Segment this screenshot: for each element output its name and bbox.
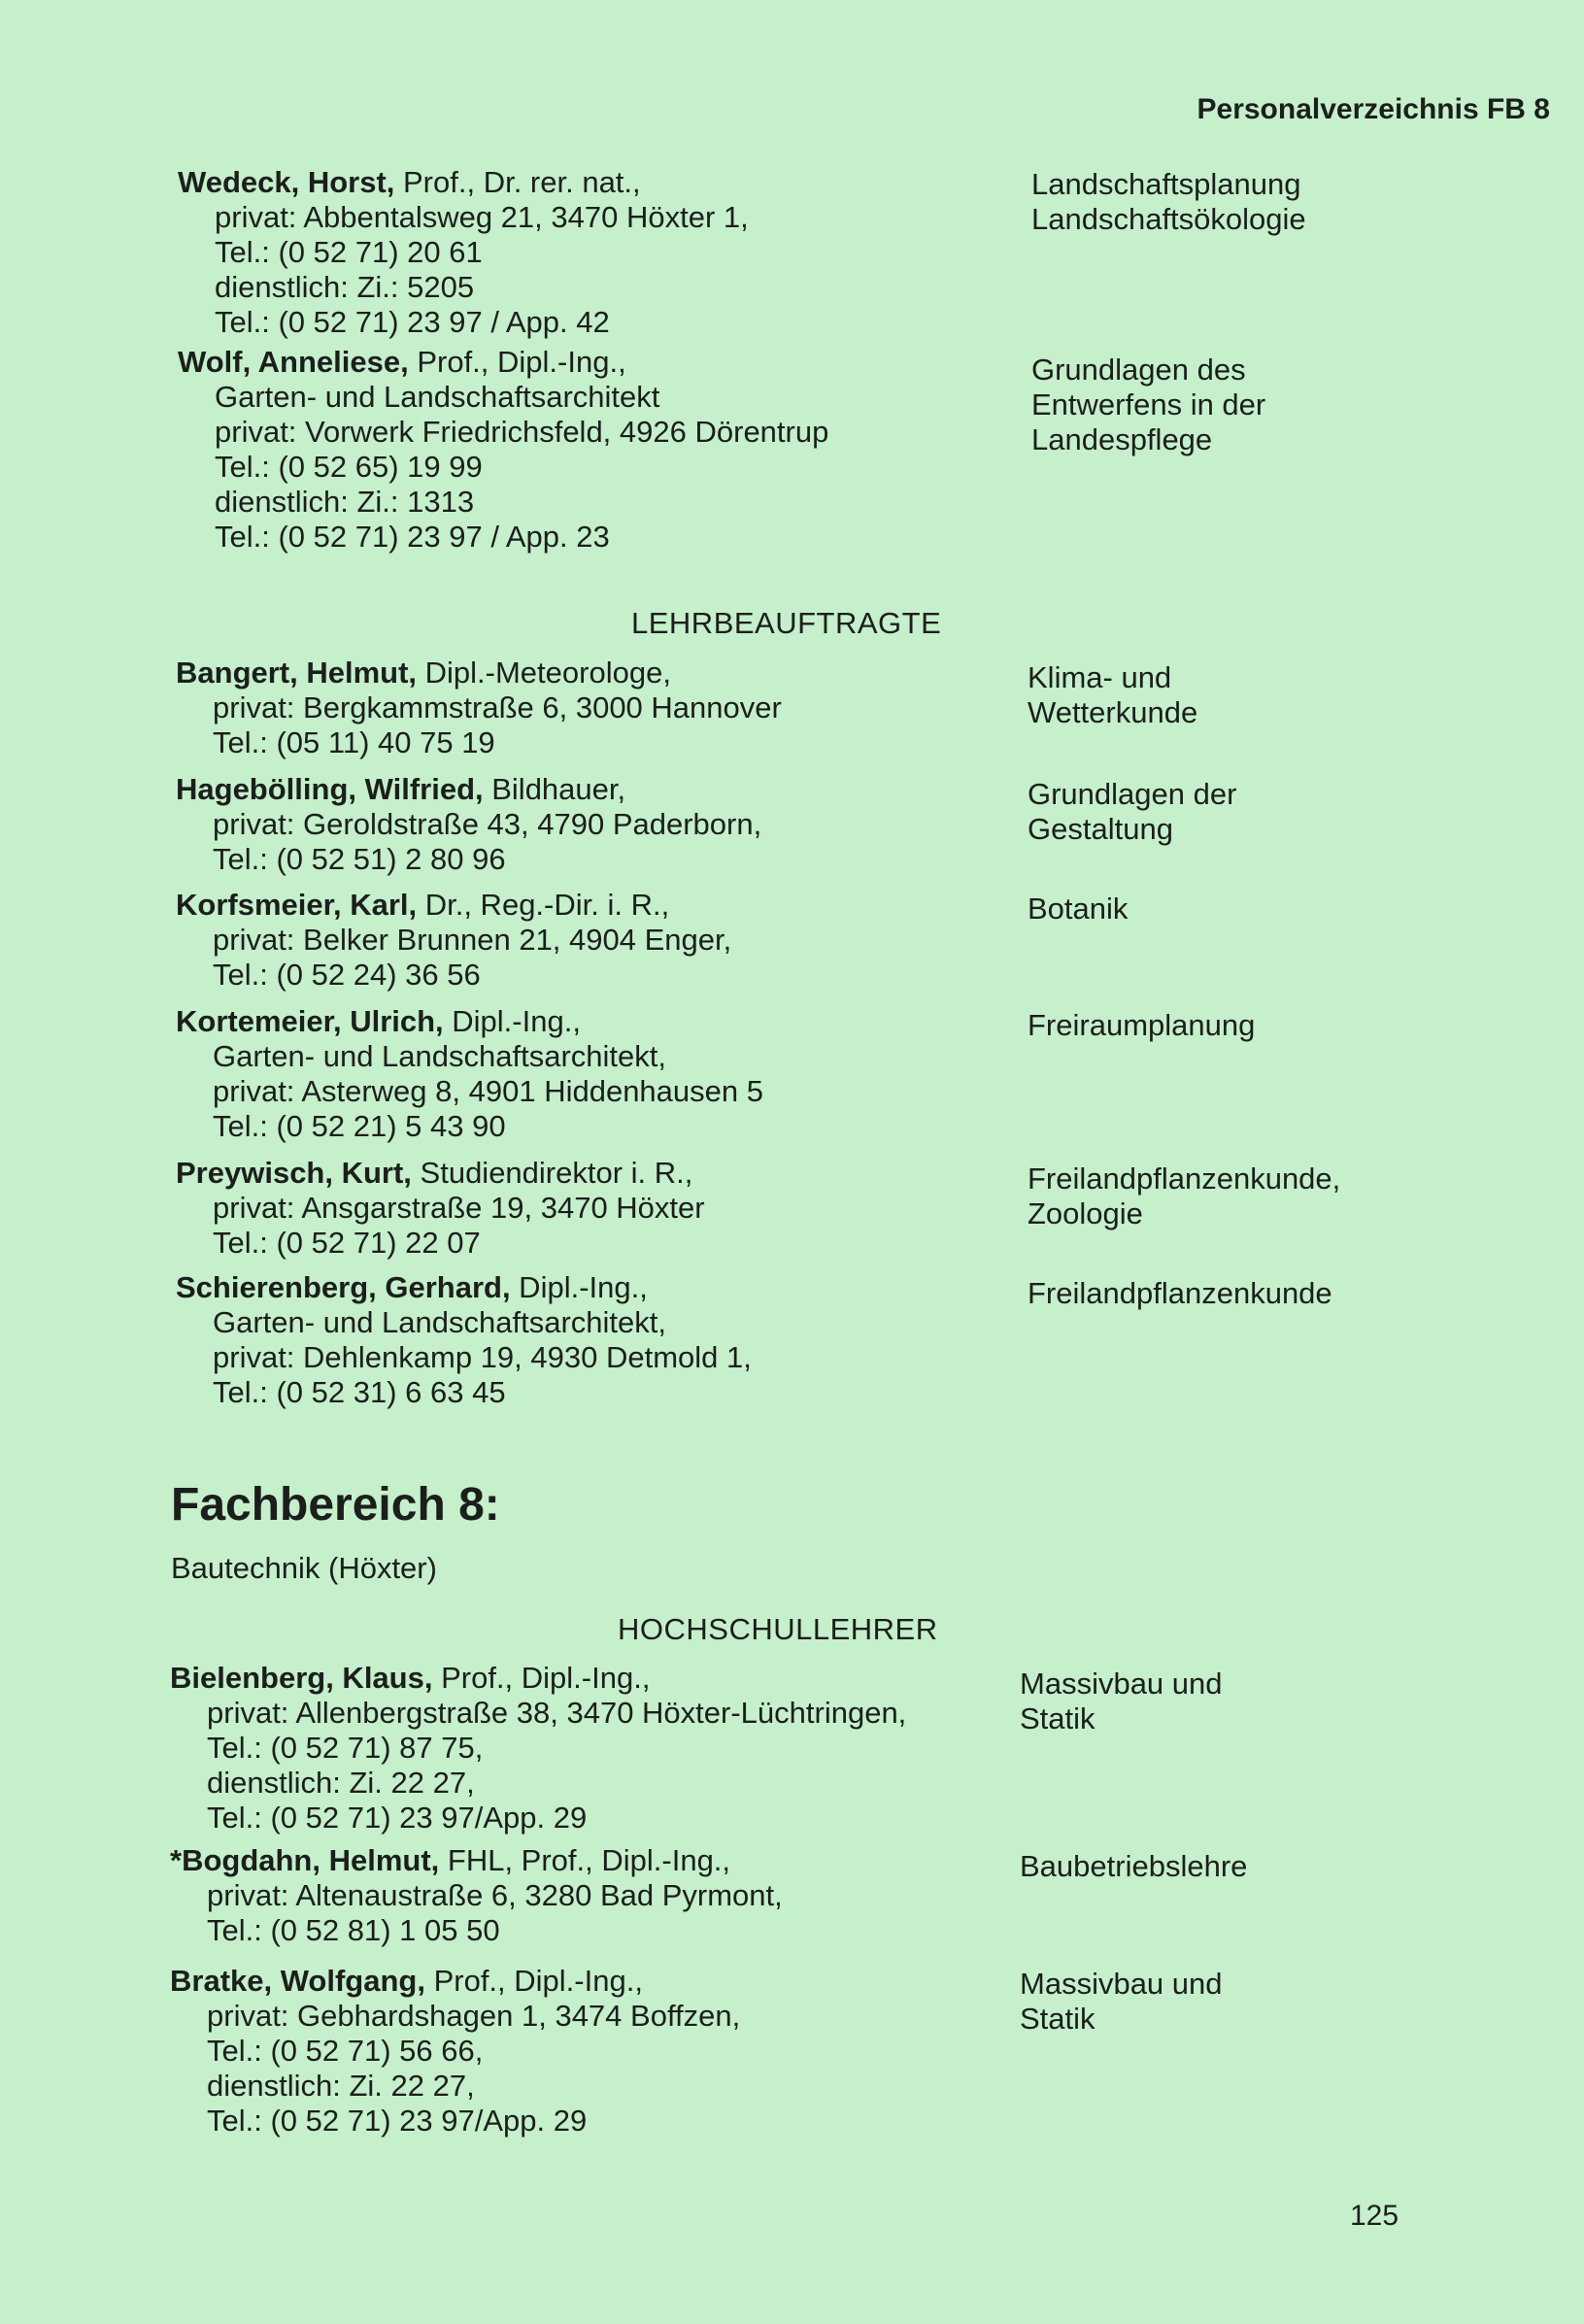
person-entry	[176, 1270, 752, 1410]
person-name-line	[176, 656, 782, 690]
person-title: Dipl.-Meteorologe,	[417, 656, 671, 690]
subject-line: Statik	[1020, 2002, 1095, 2036]
subject-line: Zoologie	[1028, 1196, 1143, 1230]
person-name-line	[170, 1964, 740, 1999]
person-entry	[176, 1004, 763, 1144]
subject-line: Landespflege	[1031, 422, 1213, 456]
person-title: FHL, Prof., Dipl.-Ing.,	[439, 1843, 731, 1877]
person-detail-line: privat: Bergkammstraße 6, 3000 Hannover	[213, 690, 782, 724]
person-detail-line: Tel.: (05 11) 40 75 19	[213, 725, 495, 759]
person-detail-line: dienstlich: Zi. 22 27,	[207, 2069, 475, 2103]
person-title: Prof., Dipl.-Ing.,	[432, 1661, 651, 1695]
person-detail-line: privat: Gebhardshagen 1, 3474 Boffzen,	[207, 1999, 741, 2033]
person-detail-line: Tel.: (0 52 71) 20 61	[215, 235, 483, 269]
person-entry	[170, 1964, 740, 2139]
person-entry	[178, 345, 828, 555]
person-detail-line: privat: Altenaustraße 6, 3280 Bad Pyrmont,	[207, 1878, 783, 1912]
person-detail-line: Tel.: (0 52 81) 1 05 50	[207, 1913, 500, 1947]
person-entry	[178, 165, 749, 340]
person-title: Dipl.-Ing.,	[443, 1004, 581, 1038]
subject-line: Statik	[1020, 1701, 1095, 1735]
person-name: Bangert, Helmut,	[176, 656, 418, 690]
person-entry	[176, 656, 782, 760]
person-title: Dr., Reg.-Dir. i. R.,	[417, 888, 670, 922]
subject-line: Massivbau und	[1020, 1667, 1223, 1701]
person-entry	[176, 772, 761, 877]
person-title: Dipl.-Ing.,	[510, 1270, 648, 1304]
person-detail-line: Garten- und Landschaftsarchitekt,	[213, 1039, 666, 1073]
subject-line: Botanik	[1028, 892, 1129, 926]
person-name-line	[178, 345, 828, 380]
person-detail-line: dienstlich: Zi.: 1313	[215, 485, 475, 519]
person-entry	[170, 1843, 783, 1948]
subject-line: Baubetriebslehre	[1020, 1849, 1248, 1883]
person-detail-line: Tel.: (0 52 71) 56 66,	[207, 2034, 484, 2068]
subject-area	[1028, 1008, 1255, 1043]
fachbereich-title: Fachbereich 8:	[171, 1479, 500, 1531]
person-detail-line: Garten- und Landschaftsarchitekt,	[213, 1305, 666, 1339]
subject-area	[1031, 167, 1306, 237]
person-entry	[170, 1661, 906, 1836]
person-detail-line: Tel.: (0 52 71) 23 97 / App. 23	[215, 520, 610, 554]
subject-line: Entwerfens in der	[1031, 387, 1266, 421]
person-name: Bielenberg, Klaus,	[170, 1661, 433, 1695]
subject-line: Klima- und	[1028, 660, 1172, 694]
subject-line: Freiraumplanung	[1028, 1008, 1256, 1042]
person-detail-line: privat: Dehlenkamp 19, 4930 Detmold 1,	[213, 1340, 752, 1374]
person-title: Studiendirektor i. R.,	[411, 1156, 693, 1190]
section-heading-lehrbeauftragte: LEHRBEAUFTRAGTE	[631, 606, 942, 640]
person-name: Bratke, Wolfgang,	[170, 1964, 425, 1998]
subject-area	[1031, 353, 1265, 457]
page-header: Personalverzeichnis FB 8	[1196, 93, 1550, 125]
person-name-line	[176, 772, 761, 807]
person-name-line	[176, 1270, 752, 1305]
subject-line: Grundlagen der	[1028, 777, 1237, 811]
subject-line: Massivbau und	[1020, 1967, 1223, 2001]
subject-line: Freilandpflanzenkunde	[1028, 1276, 1332, 1310]
person-name: Schierenberg, Gerhard,	[176, 1270, 511, 1304]
person-title: Prof., Dr. rer. nat.,	[394, 165, 641, 199]
subject-area	[1020, 1849, 1247, 1884]
section-heading-hochschullehrer: HOCHSCHULLEHRER	[618, 1612, 938, 1646]
person-detail-line: privat: Belker Brunnen 21, 4904 Enger,	[213, 923, 732, 957]
subject-line: Grundlagen des	[1031, 353, 1246, 387]
person-detail-line: privat: Ansgarstraße 19, 3470 Höxter	[213, 1191, 705, 1225]
person-name: Hagebölling, Wilfried,	[176, 772, 484, 806]
person-detail-line: privat: Asterweg 8, 4901 Hiddenhausen 5	[213, 1074, 763, 1108]
person-name-line	[176, 1004, 763, 1039]
person-entry	[176, 888, 731, 993]
subject-line: Landschaftsplanung	[1031, 167, 1301, 201]
person-name-line	[178, 165, 749, 200]
subject-area	[1028, 892, 1128, 926]
person-name: Wolf, Anneliese,	[178, 345, 409, 379]
person-name: Korfsmeier, Karl,	[176, 888, 418, 922]
person-name: Preywisch, Kurt,	[176, 1156, 412, 1190]
person-name-line	[176, 1156, 705, 1191]
person-detail-line: Tel.: (0 52 31) 6 63 45	[213, 1375, 506, 1409]
subject-line: Gestaltung	[1028, 812, 1173, 846]
person-detail-line: privat: Allenbergstraße 38, 3470 Höxter-Lüchtringen,	[207, 1696, 907, 1730]
page-number: 125	[1350, 2200, 1399, 2232]
person-detail-line: Tel.: (0 52 24) 36 56	[213, 958, 481, 992]
subject-area	[1028, 1276, 1332, 1311]
subject-line: Wetterkunde	[1028, 695, 1198, 729]
person-detail-line: dienstlich: Zi. 22 27,	[207, 1766, 475, 1800]
subject-line: Freilandpflanzenkunde,	[1028, 1162, 1341, 1196]
person-detail-line: dienstlich: Zi.: 5205	[215, 270, 475, 304]
person-name: *Bogdahn, Helmut,	[170, 1843, 440, 1877]
person-detail-line: Tel.: (0 52 21) 5 43 90	[213, 1109, 506, 1143]
person-name: Wedeck, Horst,	[178, 165, 395, 199]
subject-area	[1028, 660, 1197, 730]
person-name-line	[176, 888, 731, 923]
subject-area	[1028, 1162, 1340, 1231]
person-title: Prof., Dipl.-Ing.,	[408, 345, 626, 379]
subject-line: Landschaftsökologie	[1031, 202, 1306, 236]
fachbereich-subtitle: Bautechnik (Höxter)	[171, 1551, 437, 1585]
person-name-line	[170, 1843, 783, 1878]
person-detail-line: Tel.: (0 52 65) 19 99	[215, 450, 483, 484]
person-detail-line: Tel.: (0 52 71) 22 07	[213, 1226, 481, 1260]
person-detail-line: Tel.: (0 52 71) 23 97/App. 29	[207, 2104, 588, 2138]
person-detail-line: privat: Geroldstraße 43, 4790 Paderborn,	[213, 807, 762, 841]
person-name-line	[170, 1661, 906, 1696]
person-title: Prof., Dipl.-Ing.,	[424, 1964, 643, 1998]
person-name: Kortemeier, Ulrich,	[176, 1004, 444, 1038]
person-detail-line: Tel.: (0 52 71) 23 97 / App. 42	[215, 305, 610, 339]
person-detail-line: Tel.: (0 52 51) 2 80 96	[213, 842, 506, 876]
person-detail-line: Tel.: (0 52 71) 23 97/App. 29	[207, 1801, 588, 1835]
subject-area	[1028, 777, 1236, 847]
person-title: Bildhauer,	[483, 772, 626, 806]
subject-area	[1020, 1667, 1223, 1736]
person-detail-line: Tel.: (0 52 71) 87 75,	[207, 1731, 484, 1765]
person-detail-line: privat: Abbentalsweg 21, 3470 Höxter 1,	[215, 200, 749, 234]
person-entry	[176, 1156, 705, 1261]
subject-area	[1020, 1967, 1223, 2037]
person-detail-line: Garten- und Landschaftsarchitekt	[215, 380, 660, 414]
person-detail-line: privat: Vorwerk Friedrichsfeld, 4926 Dörentrup	[215, 415, 829, 449]
